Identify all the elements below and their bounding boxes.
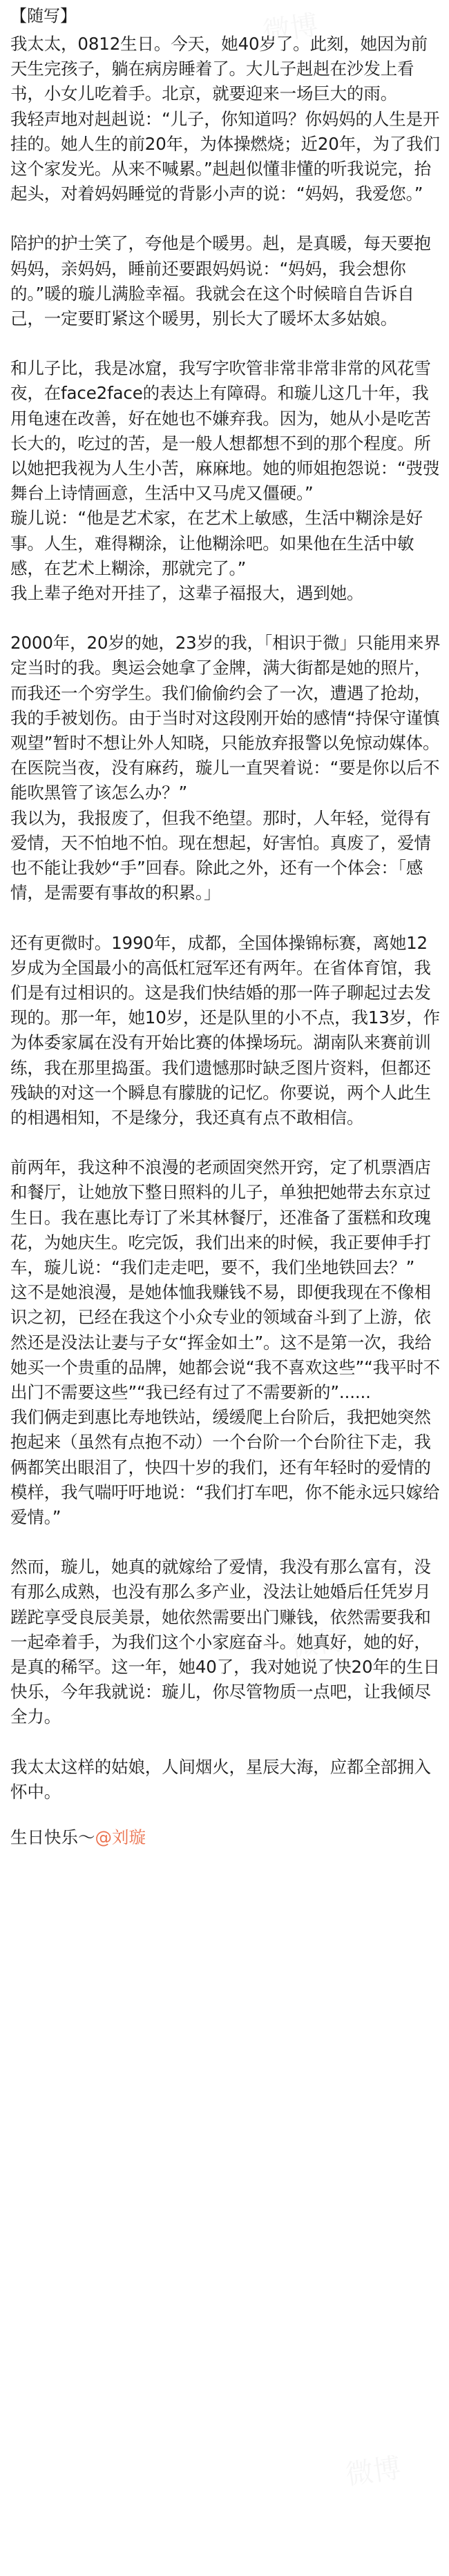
paragraph-14: 我太太这样的姑娘，人间烟火，星辰大海，应都全部拥入怀中。 <box>10 1756 431 1802</box>
paragraph-6: 我上辈子绝对开挂了，这辈子福报大，遇到她。 <box>10 583 364 604</box>
paragraph-9: 还有更微时。1990年，成都，全国体操锦标赛，离她12岁成为全国最小的高低杠冠军还有两年。在省体育馆，我们是有过相识的。这是我们快结婚的那一阵子聊起过去发现的。那一年，她10岁，还是队里的小不点，我13岁，作为体委家属在没有开始比赛的体操场玩。湖南队来赛前训练，我在那里捣蛋。我们遗憾那时缺乏图片资料，但都还残缺的对这一个瞬息有朦胧的记忆。你要说，两个人此生的相遇相知，不是缘分，我还真有点不敢相信。 <box>10 932 440 1128</box>
paragraph-7: 2000年，20岁的她，23岁的我，「相识于微」只能用来界定当时的我。奥运会她拿了金牌，满大街都是她的照片，而我还一个穷学生。我们偷偷约会了一次，遭遇了抢劫，我的手被划伤。由于当时对这段刚开始的感情“持保守谨慎观望”暂时不想让外人知晓，只能放弃报警以免惊动媒体。在医院当夜，没有麻药，璇儿一直哭着说：“要是你以后不能吹黑管了该怎么办？” <box>10 633 441 803</box>
paragraph-13: 然而，璇儿，她真的就嫁给了爱情，我没有那么富有，没有那么成熟，也没有那么多产业，没法让她婚后任凭岁月蹉跎享受良辰美景，她依然需要出门赚钱，依然需要我和一起牵着手，为我们这个小家庭奋斗。她真好，她的好，是真的稀罕。这一年，她40了，我对她说了快20年的生日快乐，今年我就说：璇儿，你尽管物质一点吧，让我倾尽全力。 <box>10 1557 440 1727</box>
signature-text: 生日快乐～ <box>10 1827 95 1847</box>
signature-line <box>10 1825 441 1850</box>
paragraph-4: 和儿子比，我是冰窟，我写字吹管非常非常非常的风花雪夜，在face2face的表达上有障碍。和璇儿这几十年，我用龟速在改善，好在她也不嫌弃我。因为，她从小是吃苦长大的，吃过的苦，是一般人想都想不到的那个程度。所以她把我视为人生小苦，麻麻地。她的师姐抱怨说：“弢弢舞台上诗情画意，生活中又马虎又僵硬。” <box>10 358 440 504</box>
paragraph-2: 我轻声地对赳赳说：“儿子，你知道吗？你妈妈的人生是开挂的。她人生的前20年，为体操燃烧；近20年，为了我们这个家发光。从来不喊累。”赳赳似懂非懂的听我说完，抬起头，对着妈妈睡觉的背影小声的说：“妈妈，我爱您。” <box>10 108 440 204</box>
paragraph-11: 这不是她浪漫，是她体恤我赚钱不易，即便我现在不像相识之初，已经在我这个小众专业的领域奋斗到了上游，依然还是没法让妻与子女“挥金如土”。这不是第一次，我给她买一个贵重的品牌，她都会说“我不喜欢这些”“我平时不出门不需要这些”“我已经有过了不需要新的”...... <box>10 1282 441 1402</box>
paragraph-3: 陪护的护士笑了，夸他是个暖男。赳，是真暖，每天要抱妈妈，亲妈妈，睡前还要跟妈妈说：“妈妈，我会想你的。”暖的璇儿满脸幸福。我就会在这个时候暗自告诉自己，一定要盯紧这个暖男，别长大了暖坏太多姑娘。 <box>10 233 431 329</box>
paragraph-1: 我太太，0812生日。今天，她40岁了。此刻，她因为前天生完孩子，躺在病房睡着了。大儿子赳赳在沙发上看书，小女儿吃着手。北京，就要迎来一场巨大的雨。 <box>10 34 428 104</box>
paragraph-10: 前两年，我这种不浪漫的老顽固突然开窍，定了机票酒店和餐厅，让她放下整日照料的儿子，单独把她带去东京过生日。我在惠比寿订了米其林餐厅，还准备了蛋糕和玫瑰花，为她庆生。吃完饭，我们出来的时候，我正要伸手打车，璇儿说：“我们走走吧，要不，我们坐地铁回去？” <box>10 1157 431 1277</box>
mention-link[interactable]: @刘璇 <box>95 1827 146 1847</box>
paragraph-12: 我们俩走到惠比寿地铁站，缓缓爬上台阶后，我把她突然抱起来（虽然有点抱不动）一个台阶一个台阶往下走，我俩都笑出眼泪了，快四十岁的我们，还有年轻时的爱情的模样，我气喘吁吁地说：“我们打车吧，你不能永远只嫁给爱情。” <box>10 1407 440 1527</box>
paragraph-8: 我以为，我报废了，但我不绝望。那时，人年轻，觉得有爱情，天不怕地不怕。现在想起，好害怕。真废了，爱情也不能让我妙“手”回春。除此之外，还有一个体会：「感情，是需要有事故的积累。」 <box>10 807 431 903</box>
post-title: 【随写】 <box>10 6 77 26</box>
paragraph-5: 璇儿说：“他是艺术家，在艺术上敏感，生活中糊涂是好事。人生，难得糊涂，让他糊涂吧。如果他在生活中敏感，在艺术上糊涂，那就完了。” <box>10 508 423 578</box>
